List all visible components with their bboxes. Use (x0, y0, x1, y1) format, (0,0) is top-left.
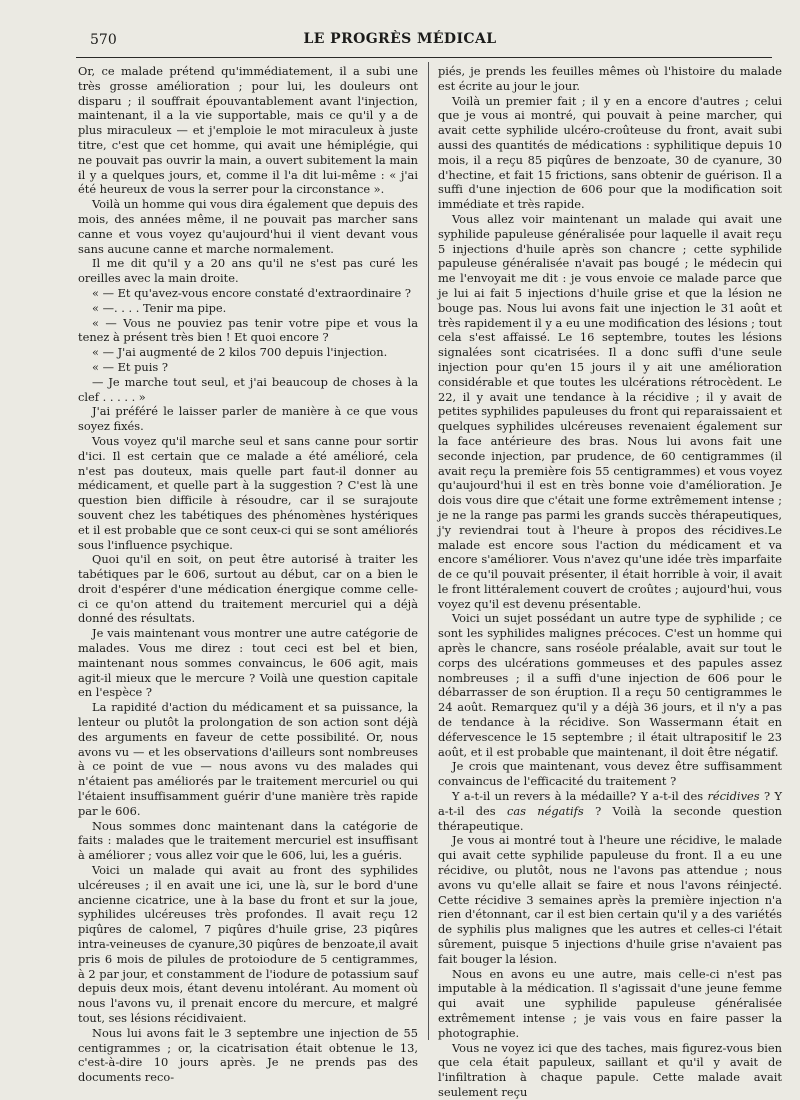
paragraph: Nous sommes donc maintenant dans la catégorie de faits : malades que le traitement mercuriel est insuffisant à améliorer ; vous allez voir que le 606, lui, les a guéris. (78, 818, 418, 863)
paragraph: La rapidité d'action du médicament et sa puissance, la lenteur ou plutôt la prolongation de son action sont déjà des arguments en faveur de cette possibilité. Or, nous avons vu — et les observations d'ailleurs sont nombreuses à ce point de vue — nous avons vu des malades qui n'étaient pas améliorés par le traitement mercuriel ou qui l'étaient insuffisamment guérir d'une manière très rapide par le 606. (78, 700, 418, 818)
dialogue-line: « — Vous ne pouviez pas tenir votre pipe et vous la tenez à présent très bien ! Et quoi encore ? (78, 315, 418, 345)
dialogue-line: — Je marche tout seul, et j'ai beaucoup de choses à la clef . . . . . » (78, 374, 418, 404)
dialogue-line: « — J'ai augmenté de 2 kilos 700 depuis l'injection. (92, 345, 388, 360)
dialogue-line: « — Et puis ? (92, 359, 168, 374)
header-rule (76, 57, 772, 58)
paragraph: Voilà un premier fait ; il y en a encore d'autres ; celui que je vous ai montré, qui pouvait à peine marcher, qui avait cette syphilide ulcéro-croûteuse du front, avait subi aussi des quantités de médications : syphilitique depuis 10 mois, il a reçu 85 piqûres de benzoate, 30 de cyanure, 30 d'hectine, et fait 15 frictions, sans obtenir de guérison. Il a suffi d'une injection de 606 pour que la modification soit immédiate et très rapide. (438, 93, 782, 212)
paragraph: Voici un sujet possédant un autre type de syphilide ; ce sont les syphilides malignes précoces. C'est un homme qui après le chancre, sans roséole préalable, avait sur tout le corps des ulcérations gommeuses et des papules assez nombreuses ; il a suffi d'une injection de 606 pour le débarrasser de son éruption. Il a reçu 50 centigrammes le 24 août. Remarquez qu'il y a déjà 36 jours, et il n'y a pas de tendance à la récidive. Son Wassermann était en défervescence le 15 septembre ; il était ultrapositif le 23 août, et il est probable que maintenant, il doit être négatif. (438, 611, 782, 759)
paragraph: Vous allez voir maintenant un malade qui avait une syphilide papuleuse généralisée pour laquelle il avait reçu 5 injections d'huile après son chancre ; cette syphilide papuleuse généralisée n'avait pas bougé ; le médecin qui me l'envoyait me dit : je vous envoie ce malade parce que je lui ai fait 5 injections d'huile grise et que la lésion ne bouge pas. Nous lui avons fait une injection le 31 août et très rapidement il y a eu une modification des lésions ; tout cela s'est affaissé. Le 16 septembre, toutes les lésions signalées sont cicatrisées. Il a donc suffi d'une seule injection pour qu'en 15 jours il y ait une amélioration considérable et que toutes les ulcérations rétrocèdent. Le 22, il y avait une tendance à la récidive ; il y avait de petites syphilides papuleuses du front qui reparaissaient et quelques syphilides ulcéreuses revenaient également sur la face antérieure des bras. Nous lui avons fait une seconde injection, par prudence, de 60 centigrammes (il avait reçu la première fois 55 centigrammes) et vous voyez qu'aujourd'hui il est en très bonne voie d'amélioration. Je dois vous dire que c'était une forme extrêmement intense ; je ne la range pas parmi les grands succès thérapeutiques, j'y reviendrai tout à l'heure à propos des récidives.Le malade est encore sous l'action du médicament et va encore s'améliorer. Vous n'avez qu'une idée très imparfaite de ce qu'il pouvait présenter, il était horrible à voir, il avait le front littéralement couvert de croûtes ; aujourd'hui, vous voyez qu'il est devenu présentable. (438, 211, 782, 611)
journal-title: LE PROGRÈS MÉDICAL (303, 31, 497, 47)
page-header (0, 30, 800, 52)
paragraph: Voilà un homme qui vous dira également que depuis des mois, des années même, il ne pouvait pas marcher sans canne et vous voyez qu'aujourd'hui il vient devant vous sans aucune canne et marche normalement. (78, 197, 418, 256)
column-divider (428, 62, 429, 1040)
right-column (438, 64, 783, 1099)
paragraph: Nous lui avons fait le 3 septembre une injection de 55 centigrammes ; or, la cicatrisation était obtenue le 13, c'est-à-dire 10 jours après. Je ne prends pas des documents reco- (78, 1025, 418, 1085)
paragraph: J'ai préféré le laisser parler de manière à ce que vous soyez fixés. (78, 404, 418, 434)
emphasized-term: récidives (707, 789, 760, 804)
paragraph: Y a-t-il un revers à la médaille? Y a-t-il des récidives ? Y a-t-il des cas négatifs ? Voilà la seconde question thérapeutique. (438, 789, 783, 833)
paragraph: Il me dit qu'il y a 20 ans qu'il ne s'est pas curé les oreilles avec la main droite. (78, 256, 418, 286)
paragraph: Nous en avons eu une autre, mais celle-ci n'est pas imputable à la médication. Il s'agissait d'une jeune femme qui avait une syphilide papuleuse généralisée extrêmement intense ; je vais vous en faire passer la photographie. (438, 966, 782, 1040)
dialogue-line: « —. . . . Tenir ma pipe. (92, 300, 227, 315)
paragraph: piés, je prends les feuilles mêmes où l'histoire du malade est écrite au jour le jour. (438, 64, 782, 93)
paragraph: Vous ne voyez ici que des taches, mais figurez-vous bien que cela était papuleux, saillant et qu'il y avait de l'infiltration à chaque papule. Cette malade avait seulement reçu (438, 1040, 782, 1099)
emphasized-term: cas négatifs (506, 803, 584, 818)
paragraph: Je vais maintenant vous montrer une autre catégorie de malades. Vous me direz : tout ceci est bel et bien, maintenant nous sommes convaincus, le 606 agit, mais agit-il mieux que le mercure ? Voilà une question capitale en l'espèce ? (78, 626, 418, 700)
paragraph: Or, ce malade prétend qu'immédiatement, il a subi une très grosse amélioration ; pour lui, les douleurs ont disparu ; il souffrait épouvantablement avant l'injection, maintenant, il a la vie supportable, mais ce qu'il y a de plus miraculeux — et j'emploie le mot miraculeux à juste titre, c'est que cet homme, qui avait une hémiplégie, qui ne pouvait pas ouvrir la main, a ouvert subitement la main il y a quelques jours, et, comme il l'a dit lui-même : « j'ai été heureux de vous la serrer pour la circonstance ». (78, 64, 418, 197)
paragraph: Je vous ai montré tout à l'heure une récidive, le malade qui avait cette syphilide papuleuse du front. Il a eu une récidive, ou plutôt, nous ne l'avons pas attendue ; nous avons vu qu'elle allait se faire et nous l'avons réinjecté. Cette récidive 3 semaines après la première injection n'a rien d'étonnant, car il est bien certain qu'il y a des variétés de syphilis plus malignes que les autres et celles-ci l'était sûrement, puisque 5 injections d'huile grise n'avaient pas fait bouger la lésion. (438, 833, 782, 966)
paragraph: Vous voyez qu'il marche seul et sans canne pour sortir d'ici. Il est certain que ce malade a été amélioré, cela n'est pas douteux, mais quelle part faut-il donner au médicament, et quelle part à la suggestion ? C'est là une question bien difficile à résoudre, car il se surajoute souvent chez les tabétiques des phénomènes hystériques et il est probable que ce sont ceux-ci qui se sont améliorés sous l'influence psychique. (78, 433, 418, 552)
paragraph: Je crois que maintenant, vous devez être suffisamment convaincus de l'efficacité du traitement ? (438, 759, 782, 789)
left-column (78, 64, 419, 1085)
paragraph: Quoi qu'il en soit, on peut être autorisé à traiter les tabétiques par le 606, surtout au début, car on a bien le droit d'espérer d'une médication énergique comme celle-ci ce qu'on attend du traitement mercuriel qui a déjà donné des résultats. (78, 552, 418, 626)
dialogue-line: « — Et qu'avez-vous encore constaté d'extraordinaire ? (92, 285, 411, 300)
page-number: 570 (90, 32, 117, 48)
paragraph: Voici un malade qui avait au front des syphilides ulcéreuses ; il en avait une ici, une là, sur le bord d'une ancienne cicatrice, une à la base du front et sur la joue, syphilides ulcéreuses très profondes. Il avait reçu 12 piqûres de calomel, 7 piqûres d'huile grise, 23 piqûres intra-veineuses de cyanure,30 piqûres de benzoate,il avait pris 6 mois de pilules de protoiodure de 5 centigrammes, à 2 par jour, et constamment de l'iodure de potassium sauf depuis deux mois, étant devenu intolérant. Au moment où nous l'avons vu, il prenait encore du mercure, et malgré tout, ses lésions récidivaient. (78, 863, 419, 1025)
